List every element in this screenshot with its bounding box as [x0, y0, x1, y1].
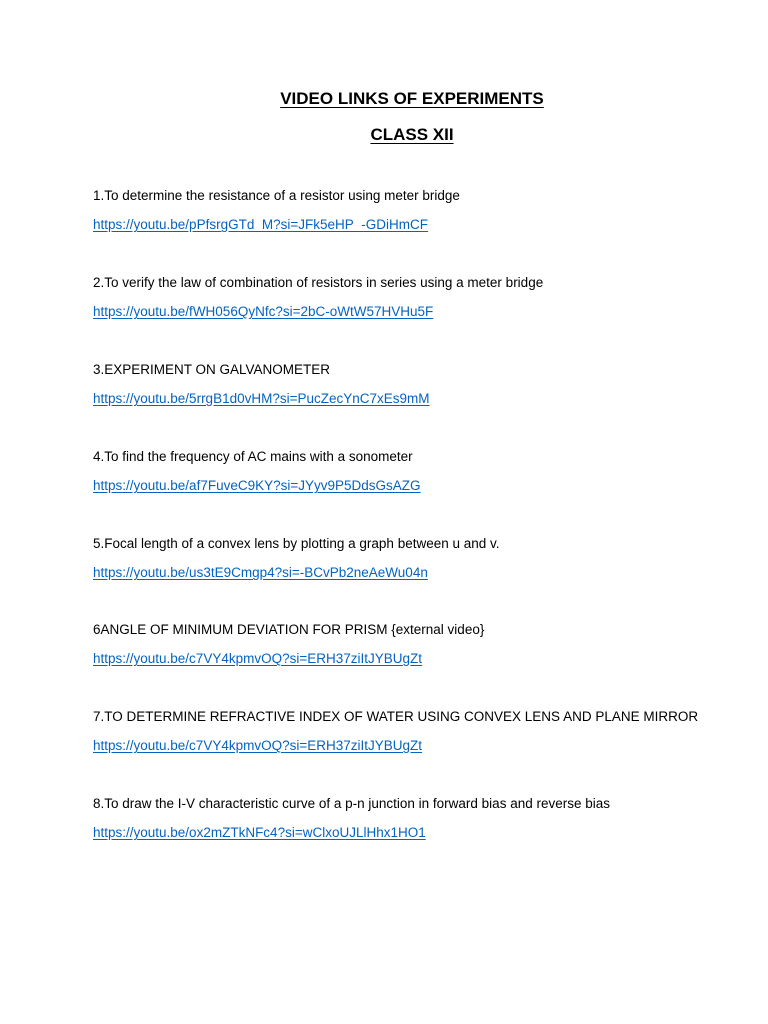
experiment-item-8 [93, 795, 733, 842]
video-link[interactable]: https://youtu.be/us3tE9Cmgp4?si=-BCvPb2neAeWu04n [93, 565, 428, 580]
experiment-title: 2.To verify the law of combination of resistors in series using a meter bridge [93, 275, 544, 290]
video-link[interactable]: https://youtu.be/fWH056QyNfc?si=2bC-oWtW57HVHu5F [93, 304, 434, 319]
experiment-title: 3.EXPERIMENT ON GALVANOMETER [93, 362, 331, 377]
experiment-item-1 [93, 187, 733, 234]
video-link[interactable]: https://youtu.be/pPfsrgGTd_M?si=JFk5eHP_-GDiHmCF [93, 217, 428, 232]
experiment-item-2 [93, 274, 733, 321]
experiment-item-3 [93, 361, 733, 408]
video-link[interactable]: https://youtu.be/c7VY4kpmvOQ?si=ERH37ziItJYBUgZt [93, 738, 423, 753]
experiment-title: 4.To find the frequency of AC mains with a sonometer [93, 449, 413, 464]
experiment-item-7 [93, 708, 733, 755]
experiment-title: 6ANGLE OF MINIMUM DEVIATION FOR PRISM {external video} [93, 622, 485, 637]
document-subtitle: CLASS XII [370, 125, 454, 144]
experiment-item-5 [93, 535, 733, 582]
experiment-title: 7.TO DETERMINE REFRACTIVE INDEX OF WATER USING CONVEX LENS AND PLANE MIRROR [93, 709, 699, 724]
experiment-title: 5.Focal length of a convex lens by plotting a graph between u and v. [93, 536, 500, 551]
experiment-title: 1.To determine the resistance of a resistor using meter bridge [93, 188, 460, 203]
video-link[interactable]: https://youtu.be/af7FuveC9KY?si=JYyv9P5DdsGsAZG [93, 478, 421, 493]
document-title: VIDEO LINKS OF EXPERIMENTS [280, 89, 544, 108]
video-link[interactable]: https://youtu.be/c7VY4kpmvOQ?si=ERH37ziItJYBUgZt [93, 651, 423, 666]
experiment-title: 8.To draw the I-V characteristic curve of a p-n junction in forward bias and reverse bias [93, 796, 610, 811]
experiment-item-6 [93, 621, 733, 668]
video-link[interactable]: https://youtu.be/ox2mZTkNFc4?si=wClxoUJLlHhx1HO1 [93, 825, 426, 840]
experiment-item-4 [93, 448, 733, 495]
video-link[interactable]: https://youtu.be/5rrgB1d0vHM?si=PucZecYnC7xEs9mM [93, 391, 430, 406]
